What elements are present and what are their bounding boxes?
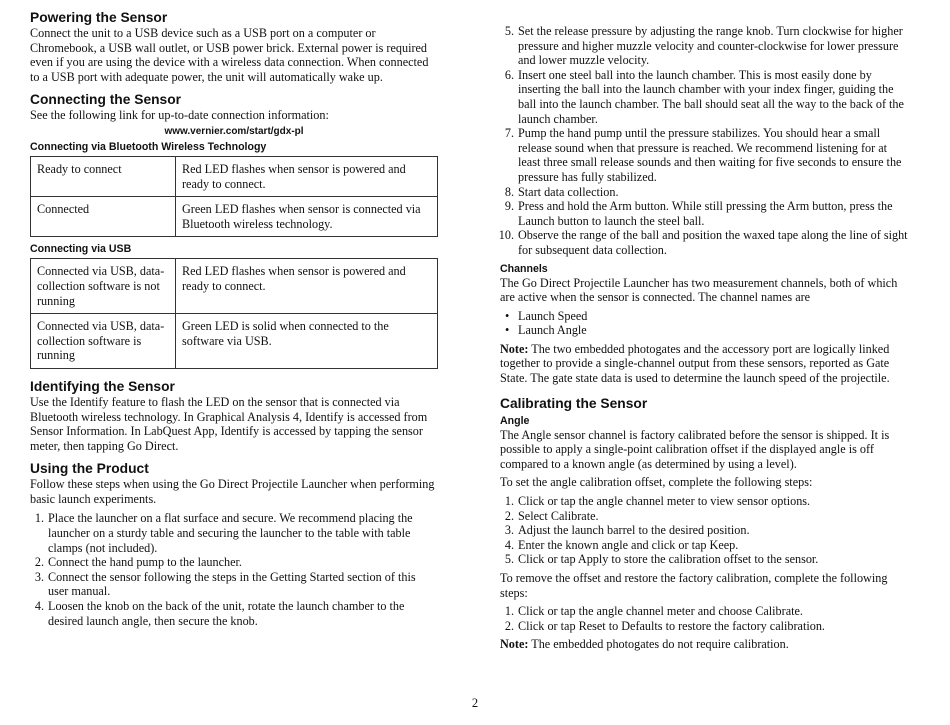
step-number: 6. — [504, 67, 514, 82]
list-item — [500, 68, 908, 126]
bullet-icon: • — [505, 323, 510, 338]
table-cell-state: Connected — [31, 197, 176, 237]
list-item — [500, 24, 908, 68]
step-number: 7. — [504, 126, 514, 141]
list-item — [500, 199, 908, 228]
step-text: Observe the range of the ball and position the waxed tape along the line of sight for subsequent data collection. — [518, 228, 908, 257]
heading-calibrating: Calibrating the Sensor — [500, 395, 648, 411]
list-item — [30, 570, 438, 599]
step-number: 3. — [504, 523, 514, 538]
table-row — [31, 156, 438, 196]
table-cell-state: Ready to connect — [31, 156, 176, 196]
heading-identifying: Identifying the Sensor — [30, 378, 175, 394]
step-number: 3. — [34, 569, 44, 584]
table-cell-desc: Red LED flashes when sensor is powered and ready to connect. — [176, 259, 438, 314]
step-number: 1. — [34, 511, 44, 526]
step-text: Start data collection. — [518, 184, 619, 199]
step-number: 9. — [504, 199, 514, 214]
left-column — [30, 10, 438, 628]
step-number: 2. — [504, 618, 514, 633]
using-steps-continued-list — [500, 24, 908, 258]
list-item — [500, 604, 908, 619]
table-cell-state: Connected via USB, data-collection software is not running — [31, 259, 176, 314]
list-item — [30, 555, 438, 570]
note-label: Note: — [500, 637, 529, 652]
set-offset-steps — [500, 494, 908, 567]
list-item — [500, 126, 908, 184]
bullet-icon: • — [505, 308, 510, 323]
step-text: Adjust the launch barrel to the desired position. — [518, 523, 750, 538]
step-number: 1. — [504, 604, 514, 619]
channel-list — [500, 309, 908, 338]
channels-text: The Go Direct Projectile Launcher has two measurement channels, both of which are active when the sensor is connected. The channel names are — [500, 275, 898, 305]
step-number: 2. — [34, 555, 44, 570]
step-text: Click or tap Apply to store the calibration offset to the sensor. — [518, 552, 819, 567]
step-text: Click or tap Reset to Defaults to restore the factory calibration. — [518, 618, 825, 633]
note-label: Note: — [500, 341, 529, 356]
table-cell-desc: Green LED is solid when connected to the software via USB. — [176, 314, 438, 369]
heading-using: Using the Product — [30, 461, 149, 477]
heading-channels: Channels — [500, 262, 548, 275]
list-item — [500, 509, 908, 524]
step-text: Pump the hand pump until the pressure stabilizes. You should hear a small release sound when that pressure is reached. We recommend listening for at least three small release sounds and then waiting for five seconds to ensure the pressure has fully stabilized. — [518, 126, 902, 184]
step-number: 4. — [504, 537, 514, 552]
step-text: Set the release pressure by adjusting the range knob. Turn clockwise for higher pressure and higher muzzle velocity and counter-clockwise for lower pressure and lower muzzle velocity. — [518, 24, 903, 68]
calibration-note — [500, 637, 908, 652]
list-item — [500, 185, 908, 200]
list-item — [500, 552, 908, 567]
step-number: 10. — [498, 228, 514, 243]
using-steps-list — [30, 511, 438, 628]
table-row — [31, 314, 438, 369]
heading-connecting: Connecting the Sensor — [30, 92, 182, 108]
heading-powering: Powering the Sensor — [30, 10, 168, 25]
list-item — [500, 309, 908, 324]
usb-table — [30, 258, 438, 369]
note-text: The embedded photogates do not require calibration. — [528, 637, 789, 652]
step-text: Place the launcher on a flat surface and secure. We recommend placing the launcher on a sturdy table and securing the launcher to the table with table clamps (not included). — [48, 511, 413, 555]
step-number: 2. — [504, 508, 514, 523]
calibrating-text: The Angle sensor channel is factory calibrated before the sensor is shipped. It is possible to apply a single-point calibration offset if the displayed angle is off compared to a known angle (as determined by using a level). — [500, 427, 890, 471]
table-cell-state: Connected via USB, data-collection software is running — [31, 314, 176, 369]
list-item — [500, 619, 908, 634]
identifying-text: Use the Identify feature to flash the LED on the sensor that is connected via Bluetooth wireless technology. In Graphical Analysis 4, Identify is accessed from Sensor Information. In LabQuest App, Identify is accessed by tapping the sensor meter, then tapping Go Direct. — [30, 394, 428, 453]
list-item — [500, 228, 908, 257]
step-text: Connect the sensor following the steps in the Getting Started section of this user manual. — [48, 569, 416, 599]
step-text: Insert one steel ball into the launch chamber. This is most easily done by inserting the ball into the launch chamber with your index finger, guiding the ball into the launch chamber. The ball should seat all the way to the back of the launch chamber. — [518, 67, 904, 126]
connection-link[interactable]: www.vernier.com/start/gdx-pl — [164, 125, 304, 137]
table-row — [31, 259, 438, 314]
set-offset-text: To set the angle calibration offset, complete the following steps: — [500, 475, 813, 490]
step-text: Click or tap the angle channel meter and choose Calibrate. — [518, 604, 803, 619]
step-text: Loosen the knob on the back of the unit, rotate the launch chamber to the desired launch angle, then secure the knob. — [48, 599, 405, 628]
page-number: 2 — [471, 696, 479, 710]
step-text: Connect the hand pump to the launcher. — [48, 555, 242, 570]
list-item — [30, 511, 438, 555]
heading-usb: Connecting via USB — [30, 243, 132, 256]
table-cell-desc: Red LED flashes when sensor is powered and ready to connect. — [176, 156, 438, 196]
right-column — [500, 24, 908, 652]
list-item — [500, 523, 908, 538]
channel-name: Launch Speed — [518, 308, 588, 323]
list-item — [500, 494, 908, 509]
channel-name: Launch Angle — [518, 323, 587, 338]
bluetooth-table — [30, 156, 438, 237]
step-text: Press and hold the Arm button. While still pressing the Arm button, press the Launch button to launch the steel ball. — [518, 199, 893, 228]
powering-text: Connect the unit to a USB device such as a USB port on a computer or Chromebook, a USB wall outlet, or USB power brick. External power is required even if you are using the device with a wireless data connection. When connected to a USB port with adequate power, the unit will automatically wake up. — [30, 26, 429, 84]
note-text: The two embedded photogates and the accessory port are logically linked together to provide a single-channel output from these sensors, reported as Gate State. The gate state data is used to determine the launch speed of the projectile. — [500, 341, 890, 386]
step-text: Click or tap the angle channel meter to view sensor options. — [518, 494, 811, 509]
step-text: Select Calibrate. — [518, 508, 599, 523]
heading-angle: Angle — [500, 414, 530, 427]
table-row — [31, 197, 438, 237]
step-number: 1. — [504, 494, 514, 509]
step-number: 4. — [34, 599, 44, 614]
step-number: 5. — [504, 24, 514, 38]
list-item — [500, 538, 908, 553]
remove-offset-text: To remove the offset and restore the factory calibration, complete the following steps: — [500, 571, 888, 600]
step-number: 5. — [504, 552, 514, 567]
channels-note — [500, 342, 908, 386]
step-number: 8. — [504, 184, 514, 199]
connecting-text: See the following link for up-to-date connection information: — [30, 108, 329, 123]
heading-bluetooth: Connecting via Bluetooth Wireless Technology — [30, 140, 267, 153]
step-text: Enter the known angle and click or tap Keep. — [518, 537, 739, 552]
remove-offset-steps — [500, 604, 908, 633]
table-cell-desc: Green LED flashes when sensor is connected via Bluetooth wireless technology. — [176, 197, 438, 237]
list-item — [30, 599, 438, 628]
using-text: Follow these steps when using the Go Direct Projectile Launcher when performing basic launch experiments. — [30, 477, 435, 506]
list-item — [500, 323, 908, 338]
